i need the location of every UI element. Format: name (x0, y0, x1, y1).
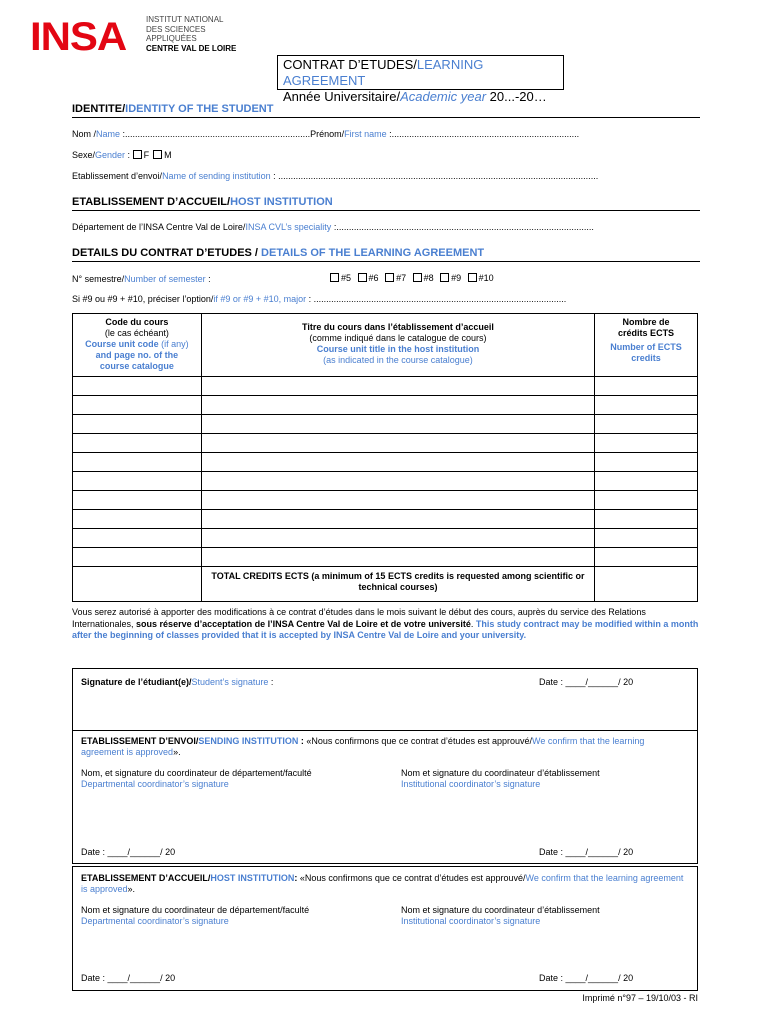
course-row (73, 529, 698, 548)
logo-line: APPLIQUÉES (146, 34, 197, 43)
course-code-cell[interactable] (73, 415, 202, 434)
course-row (73, 548, 698, 567)
sending-institution-field[interactable]: Etablissement d’envoi/Name of sending institution : ................................................................................................................................ (72, 171, 599, 181)
ects-credits-cell[interactable] (595, 510, 698, 529)
course-code-cell[interactable] (73, 434, 202, 453)
course-code-cell[interactable] (73, 510, 202, 529)
speciality-field[interactable]: Département de l’INSA Centre Val de Loire/INSA CVL’s speciality :....................................................................................................... (72, 222, 594, 232)
gender-f-checkbox[interactable] (133, 150, 142, 159)
ects-credits-header: Nombre de crédits ECTS Number of ECTS credits (595, 314, 698, 377)
section-host-heading: ETABLISSEMENT D’ACCUEIL/HOST INSTITUTION (72, 196, 700, 211)
course-code-cell[interactable] (73, 529, 202, 548)
sending-date-left: Date : ____/______/ 20 (81, 847, 176, 857)
student-signature-label: Signature de l’étudiant(e)/Student’s signature : (81, 677, 274, 687)
host-institutional-signature: Nom et signature du coordinateur d’établissement Institutional coordinator’s signature (401, 905, 600, 926)
course-title-cell[interactable] (201, 377, 594, 396)
semester-8-checkbox[interactable] (413, 273, 422, 282)
total-credits-cell[interactable] (595, 567, 698, 602)
course-code-cell[interactable] (73, 377, 202, 396)
host-institution-box[interactable] (72, 866, 698, 991)
ects-credits-cell[interactable] (595, 453, 698, 472)
host-date-right: Date : ____/______/ 20 (539, 973, 634, 983)
sending-date-right: Date : ____/______/ 20 (539, 847, 634, 857)
course-row (73, 396, 698, 415)
total-empty-cell (73, 567, 202, 602)
semester-9-checkbox[interactable] (440, 273, 449, 282)
course-code-cell[interactable] (73, 396, 202, 415)
course-title-cell[interactable] (201, 510, 594, 529)
course-code-cell[interactable] (73, 472, 202, 491)
course-title-cell[interactable] (201, 529, 594, 548)
year-label-en: Academic year (400, 89, 487, 104)
logo-line: CENTRE VAL DE LOIRE (146, 43, 237, 53)
logo-line: DES SCIENCES (146, 24, 206, 34)
year-label-fr: Année Universitaire/ (283, 89, 401, 104)
ects-credits-cell[interactable] (595, 434, 698, 453)
ects-credits-cell[interactable] (595, 415, 698, 434)
major-field[interactable]: Si #9 ou #9 + #10, préciser l’option/if #9 or #9 + #10, major : ..................................................................................................... (72, 294, 567, 304)
ects-credits-cell[interactable] (595, 472, 698, 491)
student-signature-box[interactable] (72, 668, 698, 731)
courses-table (72, 313, 698, 602)
course-row (73, 377, 698, 396)
section-details-heading: DETAILS DU CONTRAT D’ETUDES / DETAILS OF THE LEARNING AGREEMENT (72, 247, 700, 262)
ects-credits-cell[interactable] (595, 491, 698, 510)
course-title-cell[interactable] (201, 491, 594, 510)
sending-institution-box[interactable] (72, 730, 698, 864)
section-identity-heading: IDENTITE/IDENTITY OF THE STUDENT (72, 103, 700, 118)
semester-label: N° semestre/Number of semester : (72, 274, 211, 284)
course-code-header: Code du cours (le cas échéant) Course unit code (if any) and page no. of the course catalogue (73, 314, 202, 377)
semester-5-checkbox[interactable] (330, 273, 339, 282)
course-title-cell[interactable] (201, 415, 594, 434)
course-row (73, 453, 698, 472)
course-row (73, 415, 698, 434)
logo-line: INSTITUT NATIONAL (146, 15, 224, 24)
logo-subtitle (146, 15, 236, 53)
student-signature-date: Date : ____/______/ 20 (539, 677, 634, 687)
semester-10-checkbox[interactable] (468, 273, 477, 282)
title-fr: CONTRAT D’ETUDES/ (283, 57, 417, 72)
ects-credits-cell[interactable] (595, 529, 698, 548)
semester-options: #5 #6 #7 #8 #9 #10 (330, 273, 494, 283)
host-institution-statement: ETABLISSEMENT D’ACCUEIL/HOST INSTITUTION: «Nous confirmons que ce contrat d’études est approuvé/We confirm that the learning agreement is approved». (81, 873, 684, 894)
course-code-cell[interactable] (73, 453, 202, 472)
host-date-left: Date : ____/______/ 20 (81, 973, 176, 983)
total-credits-label: TOTAL CREDITS ECTS (a minimum of 15 ECTS credits is requested among scientific or technical courses) (201, 567, 594, 602)
course-row (73, 510, 698, 529)
course-code-cell[interactable] (73, 548, 202, 567)
year-value: 20...-20… (486, 89, 547, 104)
course-title-header: Titre du cours dans l’établissement d’accueil (comme indiqué dans le catalogue de cours) Course unit title in the host institution (as indicated in the course catalogue) (201, 314, 594, 377)
course-row (73, 491, 698, 510)
name-field[interactable]: Nom /Name :..........................................................................Prénom/First name :........................................................................... (72, 129, 580, 139)
semester-6-checkbox[interactable] (358, 273, 367, 282)
course-title-cell[interactable] (201, 548, 594, 567)
host-departmental-signature: Nom et signature du coordinateur de département/faculté Departmental coordinator’s signature (81, 905, 310, 926)
sending-departmental-signature: Nom, et signature du coordinateur de département/faculté Departmental coordinator’s signature (81, 768, 312, 789)
course-title-cell[interactable] (201, 453, 594, 472)
ects-credits-cell[interactable] (595, 396, 698, 415)
course-code-cell[interactable] (73, 491, 202, 510)
document-title (277, 55, 564, 104)
course-row (73, 434, 698, 453)
title-en: LEARNING AGREEMENT (283, 57, 484, 88)
insa-logo: INSA (30, 15, 127, 59)
sending-institution-statement: ETABLISSEMENT D’ENVOI/SENDING INSTITUTION : «Nous confirmons que ce contrat d’études est approuvé/We confirm that the learning agreement is approved». (81, 736, 645, 757)
ects-credits-cell[interactable] (595, 548, 698, 567)
sending-institutional-signature: Nom et signature du coordinateur d’établissement Institutional coordinator’s signature (401, 768, 600, 789)
course-title-cell[interactable] (201, 396, 594, 415)
form-reference: Imprimé n°97 – 19/10/03 - RI (582, 993, 698, 1003)
course-row (73, 472, 698, 491)
gender-m-checkbox[interactable] (153, 150, 162, 159)
total-row (73, 567, 698, 602)
semester-7-checkbox[interactable] (385, 273, 394, 282)
gender-field: Sexe/Gender : F M (72, 150, 172, 160)
modification-note: Vous serez autorisé à apporter des modifications à ce contrat d’études dans le mois suivant le début des cours, auprès du service des Relations Internationales, sous réserve d’acceptation de l’INSA Centre Val de Loire et de votre université. This study contract may be modified within a month after the beginning of classes provided that it is accepted by INSA Centre Val de Loire and your university. (72, 607, 699, 640)
course-title-cell[interactable] (201, 472, 594, 491)
table-header-row (73, 314, 698, 377)
course-title-cell[interactable] (201, 434, 594, 453)
ects-credits-cell[interactable] (595, 377, 698, 396)
